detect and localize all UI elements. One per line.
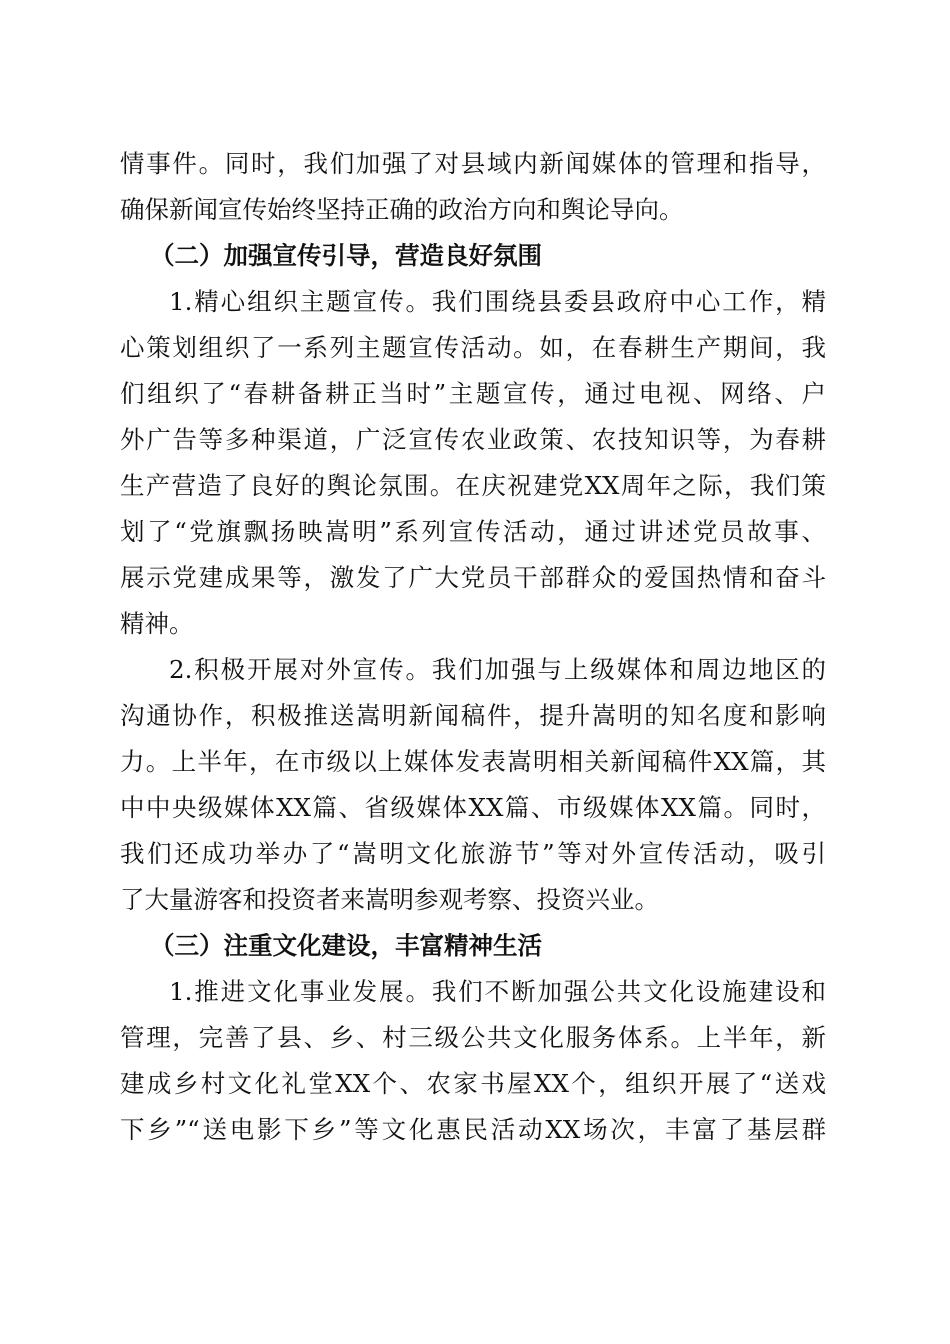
section-heading-2 — [0, 236, 950, 276]
body-text: 了大量游客和投资者来嵩明参观考察、投资兴业。 — [120, 885, 659, 914]
body-text: 划了“党旗飘扬映嵩明”系列宣传活动，通过讲述党员故事、 — [120, 517, 826, 546]
body-text: 确保新闻宣传始终坚持正确的政治方向和舆论导向。 — [120, 195, 684, 224]
body-text: 展示党建成果等，激发了广大党员干部群众的爱国热情和奋斗 — [120, 563, 826, 592]
body-text: 力。上半年，在市级以上媒体发表嵩明相关新闻稿件XX篇，其 — [120, 747, 826, 776]
body-text: 2.积极开展对外宣传。我们加强与上级媒体和周边地区的 — [169, 655, 826, 684]
text-line-13 — [0, 696, 950, 736]
body-text: 管理，完善了县、乡、村三级公共文化服务体系。上半年，新 — [120, 1023, 826, 1052]
body-text: 1.推进文化事业发展。我们不断加强公共文化设施建设和 — [169, 977, 826, 1006]
body-text: 下乡”“送电影下乡”等文化惠民活动XX场次，丰富了基层群 — [120, 1115, 826, 1144]
text-line-2 — [0, 190, 950, 230]
text-line-17 — [0, 880, 950, 920]
text-line-6 — [0, 374, 950, 414]
text-line-10 — [0, 558, 950, 598]
body-text: 建成乡村文化礼堂XX个、农家书屋XX个，组织开展了“送戏 — [120, 1069, 826, 1098]
text-line-12 — [0, 650, 950, 690]
body-text: 我们还成功举办了“嵩明文化旅游节”等对外宣传活动，吸引 — [120, 839, 826, 868]
body-text: 外广告等多种渠道，广泛宣传农业政策、农技知识等，为春耕 — [120, 425, 826, 454]
body-text: 1.精心组织主题宣传。我们围绕县委县政府中心工作，精 — [169, 287, 826, 316]
body-text: 情事件。同时，我们加强了对县域内新闻媒体的管理和指导， — [120, 149, 826, 178]
body-text: 中中央级媒体XX篇、省级媒体XX篇、市级媒体XX篇。同时， — [120, 793, 826, 822]
text-line-19 — [0, 972, 950, 1012]
section-heading-3 — [0, 926, 950, 966]
text-line-8 — [0, 466, 950, 506]
text-line-9 — [0, 512, 950, 552]
text-line-4 — [0, 282, 950, 322]
text-line-20 — [0, 1018, 950, 1058]
text-line-14 — [0, 742, 950, 782]
text-line-11 — [0, 604, 950, 644]
body-text: 沟通协作，积极推送嵩明新闻稿件，提升嵩明的知名度和影响 — [120, 701, 826, 730]
section-heading-text: （三）注重文化建设，丰富精神生活 — [150, 931, 542, 960]
text-line-5 — [0, 328, 950, 368]
text-line-16 — [0, 834, 950, 874]
text-line-21 — [0, 1064, 950, 1104]
body-text: 精神。 — [120, 609, 194, 638]
text-line-22 — [0, 1110, 950, 1150]
text-line-1 — [0, 144, 950, 184]
text-line-7 — [0, 420, 950, 460]
body-text: 生产营造了良好的舆论氛围。在庆祝建党XX周年之际，我们策 — [120, 471, 826, 500]
body-text: 们组织了“春耕备耕正当时”主题宣传，通过电视、网络、户 — [120, 379, 826, 408]
body-text: 心策划组织了一系列主题宣传活动。如，在春耕生产期间，我 — [120, 333, 826, 362]
text-line-15 — [0, 788, 950, 828]
section-heading-text: （二）加强宣传引导，营造良好氛围 — [150, 241, 542, 270]
